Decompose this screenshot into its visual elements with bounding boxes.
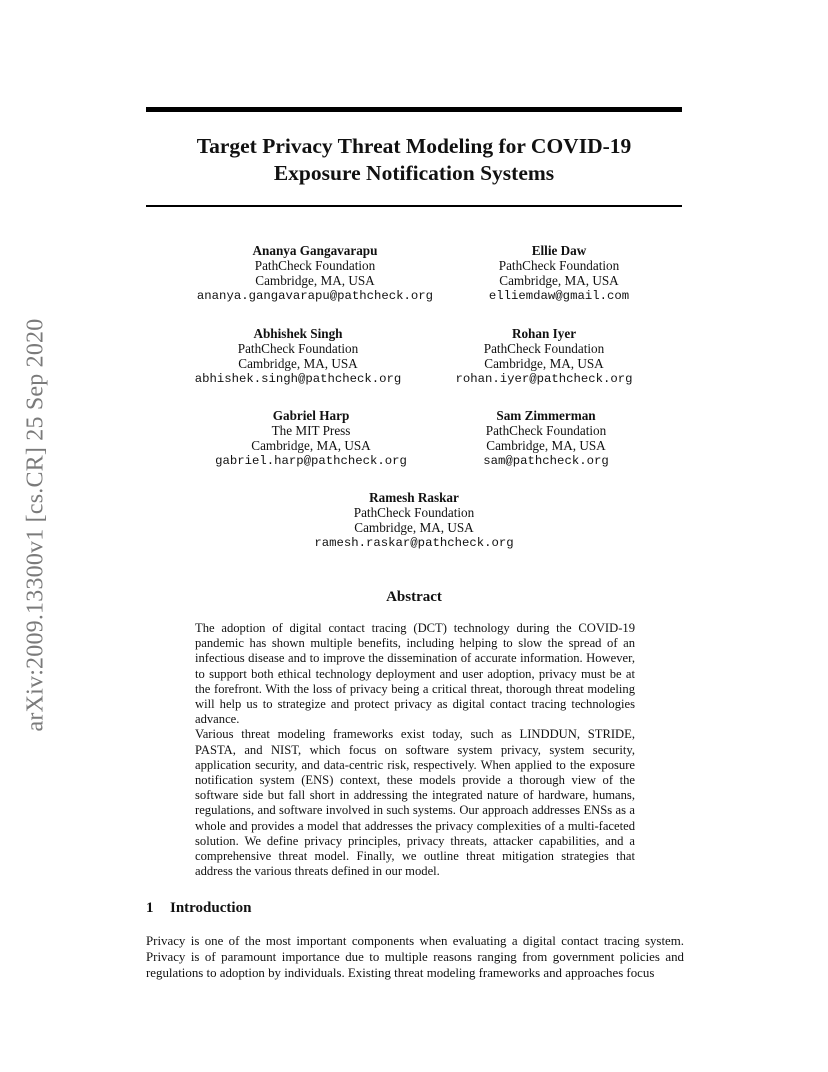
section-title: Introduction	[170, 900, 252, 916]
author-location: Cambridge, MA, USA	[354, 520, 474, 536]
title-line-2: Exposure Notification Systems	[273, 161, 555, 185]
author-email[interactable]: sam@pathcheck.org	[483, 453, 609, 468]
introduction-paragraph: Privacy is one of the most important components when evaluating a digital contact tracing system. Privacy is of paramount importance due to multiple reasons ranging from government policies and regulations to adoption by individuals. Existing threat modeling frameworks and approaches focus	[146, 934, 684, 980]
author-block	[254, 490, 574, 551]
paper-title	[146, 133, 682, 187]
author-affiliation: The MIT Press	[271, 423, 351, 439]
author-email[interactable]: elliemdaw@gmail.com	[488, 288, 630, 303]
author-name: Rohan Iyer	[511, 326, 577, 341]
author-block	[399, 243, 719, 304]
author-location: Cambridge, MA, USA	[251, 438, 371, 454]
author-affiliation: PathCheck Foundation	[498, 258, 620, 274]
author-email[interactable]: abhishek.singh@pathcheck.org	[194, 371, 402, 386]
section-number: 1	[146, 900, 154, 916]
author-block	[384, 326, 704, 387]
title-top-rule	[146, 107, 682, 112]
abstract-paragraph-1: The adoption of digital contact tracing (DCT) technology during the COVID-19 pandemic has shown multiple benefits, including helping to slow the spread of an infectious disease and to improve the dissemination of accurate information. However, to support both ethical technology deployment and user adoption, privacy must be at the forefront. With the loss of privacy being a critical threat, thorough threat modeling will help us to strategize and protect privacy as digital contact tracing technologies advance.	[195, 621, 635, 727]
abstract-body	[195, 621, 635, 879]
abstract-heading: Abstract	[386, 589, 442, 605]
author-location: Cambridge, MA, USA	[238, 356, 358, 372]
author-email[interactable]: rohan.iyer@pathcheck.org	[455, 371, 633, 386]
title-bottom-rule	[146, 205, 682, 207]
abstract-paragraph-2: Various threat modeling frameworks exist today, such as LINDDUN, STRIDE, PASTA, and NIST, which focus on software system privacy, system security, application security, and data-centric risk, respectively. When applied to the exposure notification system (ENS) context, these models provide a thorough view of the software side but fall short in addressing the integrated nature of hardware, humans, regulations, and software involved in such systems. Our approach addresses ENSs as a whole and provides a model that addresses the privacy complexities of a multi-faceted solution. We define privacy principles, privacy threats, attacker capabilities, and a comprehensive threat model. Finally, we outline threat mitigation strategies that address the various threats defined in our model.	[195, 727, 635, 879]
section-heading-introduction	[146, 900, 251, 917]
author-affiliation: PathCheck Foundation	[237, 341, 359, 357]
author-affiliation: PathCheck Foundation	[353, 505, 475, 521]
author-affiliation: PathCheck Foundation	[485, 423, 607, 439]
author-name: Ananya Gangavarapu	[252, 243, 378, 258]
author-email[interactable]: gabriel.harp@pathcheck.org	[215, 453, 407, 468]
author-name: Sam Zimmerman	[496, 408, 596, 423]
author-email[interactable]: ramesh.raskar@pathcheck.org	[314, 535, 514, 550]
title-line-1: Target Privacy Threat Modeling for COVID-19	[196, 134, 632, 158]
author-name: Abhishek Singh	[253, 326, 343, 341]
author-affiliation: PathCheck Foundation	[254, 258, 376, 274]
author-location: Cambridge, MA, USA	[486, 438, 606, 454]
author-block	[386, 408, 706, 469]
author-location: Cambridge, MA, USA	[484, 356, 604, 372]
author-location: Cambridge, MA, USA	[499, 273, 619, 289]
author-name: Ellie Daw	[531, 243, 587, 258]
author-name: Ramesh Raskar	[369, 490, 459, 505]
author-location: Cambridge, MA, USA	[255, 273, 375, 289]
author-affiliation: PathCheck Foundation	[483, 341, 605, 357]
arxiv-identifier: arXiv:2009.13300v1 [cs.CR] 25 Sep 2020	[22, 318, 49, 732]
author-name: Gabriel Harp	[272, 408, 350, 423]
author-email[interactable]: ananya.gangavarapu@pathcheck.org	[196, 288, 434, 303]
